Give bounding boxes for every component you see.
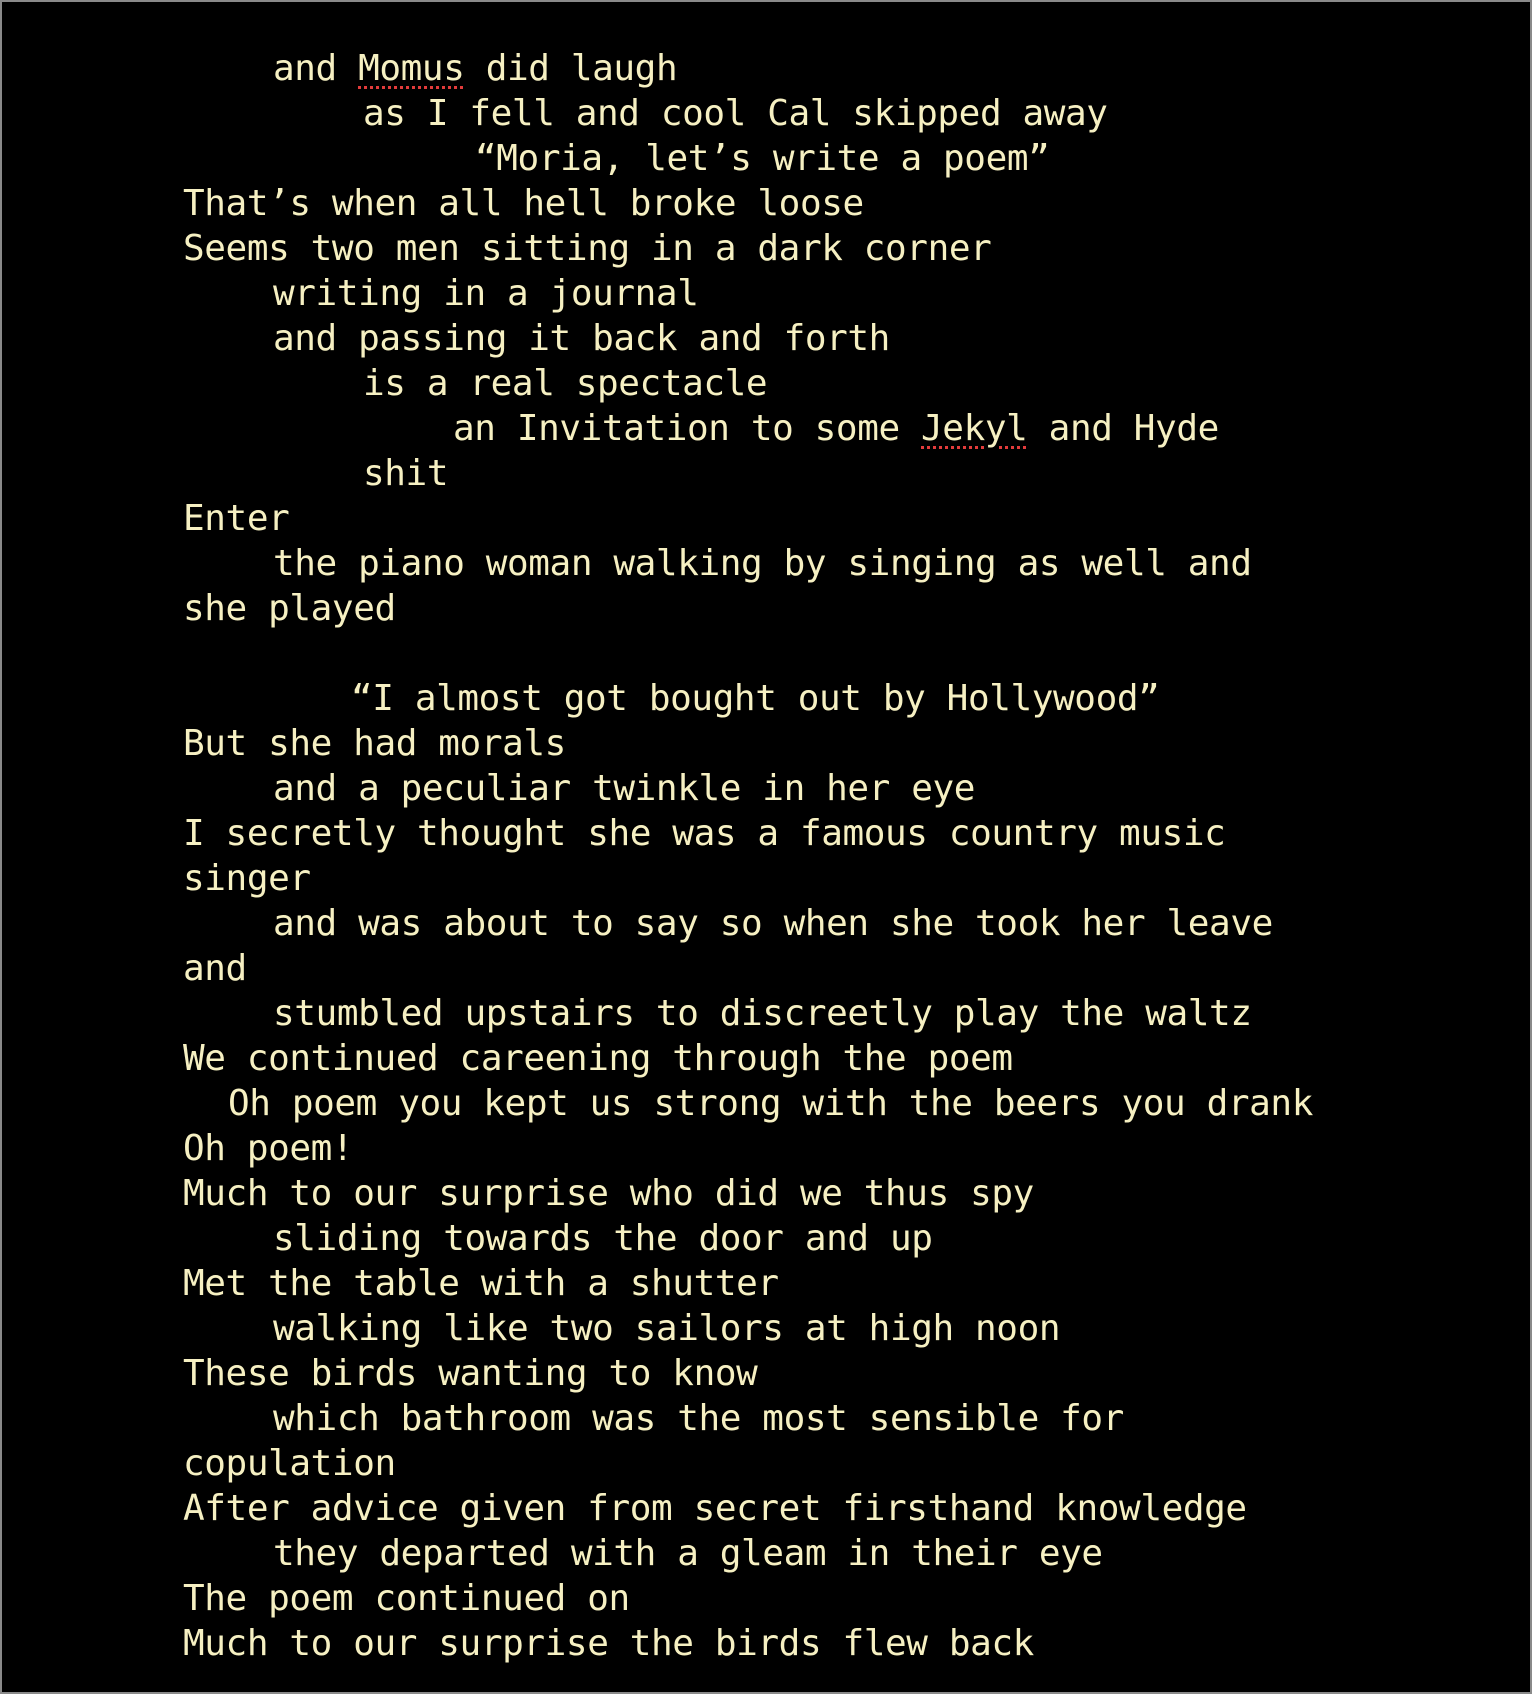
poem-line-text: That’s when all hell broke loose — [183, 183, 864, 224]
poem-line — [183, 1126, 1313, 1171]
poem-line — [183, 406, 1313, 451]
poem-line-text: the piano woman walking by singing as well and — [273, 543, 1252, 584]
poem-line — [183, 1171, 1313, 1216]
poem-line — [183, 181, 1313, 226]
poem-line-text: These birds wanting to know — [183, 1353, 758, 1394]
poem-line — [183, 226, 1313, 271]
poem-line-text: “Moria, let’s write a poem” — [475, 138, 1050, 179]
poem-text[interactable] — [183, 46, 1313, 1666]
poem-line — [183, 676, 1313, 721]
poem-line-text: Enter — [183, 498, 290, 539]
poem-line-text: singer — [183, 858, 311, 899]
poem-line — [183, 946, 1313, 991]
poem-line-text: But she had morals — [183, 723, 566, 764]
poem-line — [183, 1441, 1313, 1486]
poem-line — [183, 1396, 1313, 1441]
poem-line — [183, 361, 1313, 406]
poem-line-text: is a real spectacle — [363, 363, 768, 404]
poem-line — [183, 316, 1313, 361]
poem-line — [183, 541, 1313, 586]
poem-line-text: did laugh — [464, 48, 678, 89]
poem-line — [183, 1081, 1313, 1126]
poem-line-text: sliding towards the door and up — [273, 1218, 933, 1259]
poem-line — [183, 1621, 1313, 1666]
poem-line-text: walking like two sailors at high noon — [273, 1308, 1061, 1349]
poem-line-text: and passing it back and forth — [273, 318, 890, 359]
poem-line — [183, 46, 1313, 91]
poem-line-text: After advice given from secret firsthand knowledge — [183, 1488, 1247, 1529]
poem-line — [183, 901, 1313, 946]
poem-line — [183, 1486, 1313, 1531]
poem-line-text: and — [273, 48, 359, 89]
poem-line — [183, 1036, 1313, 1081]
poem-line-text: Oh poem! — [183, 1128, 354, 1169]
poem-line-text: Much to our surprise the birds flew back — [183, 1623, 1034, 1664]
document-page — [2, 2, 1530, 1692]
poem-line-text: stumbled upstairs to discreetly play the waltz — [273, 993, 1252, 1034]
poem-line — [183, 496, 1313, 541]
poem-line-text: Met the table with a shutter — [183, 1263, 779, 1304]
poem-line-text: writing in a journal — [273, 273, 699, 314]
poem-line-text: as I fell and cool Cal skipped away — [363, 93, 1108, 134]
poem-line — [183, 1216, 1313, 1261]
poem-line-text: she played — [183, 588, 396, 629]
poem-line-text: they departed with a gleam in their eye — [273, 1533, 1103, 1574]
poem-line — [183, 766, 1313, 811]
poem-line — [183, 451, 1313, 496]
poem-line-text: Seems two men sitting in a dark corner — [183, 228, 992, 269]
poem-line — [183, 1306, 1313, 1351]
poem-line — [183, 1576, 1313, 1621]
poem-line-text: and was about to say so when she took her leave — [273, 903, 1273, 944]
poem-line-text: which bathroom was the most sensible for — [273, 1398, 1124, 1439]
poem-line-text: “I almost got bought out by Hollywood” — [351, 678, 1160, 719]
poem-line-text: and a peculiar twinkle in her eye — [273, 768, 976, 809]
poem-line — [183, 631, 1313, 676]
poem-line — [183, 1531, 1313, 1576]
poem-line-text: The poem continued on — [183, 1578, 630, 1619]
poem-line — [183, 1261, 1313, 1306]
poem-line — [183, 136, 1313, 181]
poem-line — [183, 991, 1313, 1036]
poem-line-text: Much to our surprise who did we thus spy — [183, 1173, 1034, 1214]
poem-line — [183, 856, 1313, 901]
poem-line-text: an Invitation to some — [453, 408, 922, 449]
poem-line-text: shit — [363, 453, 449, 494]
poem-line — [183, 721, 1313, 766]
misspelled-word: Momus — [358, 48, 465, 89]
poem-line-text: I secretly thought she was a famous country music — [183, 813, 1226, 854]
poem-line — [183, 1351, 1313, 1396]
poem-line-text: We continued careening through the poem — [183, 1038, 1013, 1079]
poem-line — [183, 271, 1313, 316]
poem-line-text: Oh poem you kept us strong with the beers you drank — [228, 1083, 1313, 1124]
misspelled-word: Jekyl — [921, 408, 1028, 449]
poem-line — [183, 91, 1313, 136]
poem-line — [183, 811, 1313, 856]
poem-line-text: and — [183, 948, 247, 989]
poem-line-text: and Hyde — [1027, 408, 1219, 449]
poem-line — [183, 586, 1313, 631]
poem-line-text: copulation — [183, 1443, 396, 1484]
